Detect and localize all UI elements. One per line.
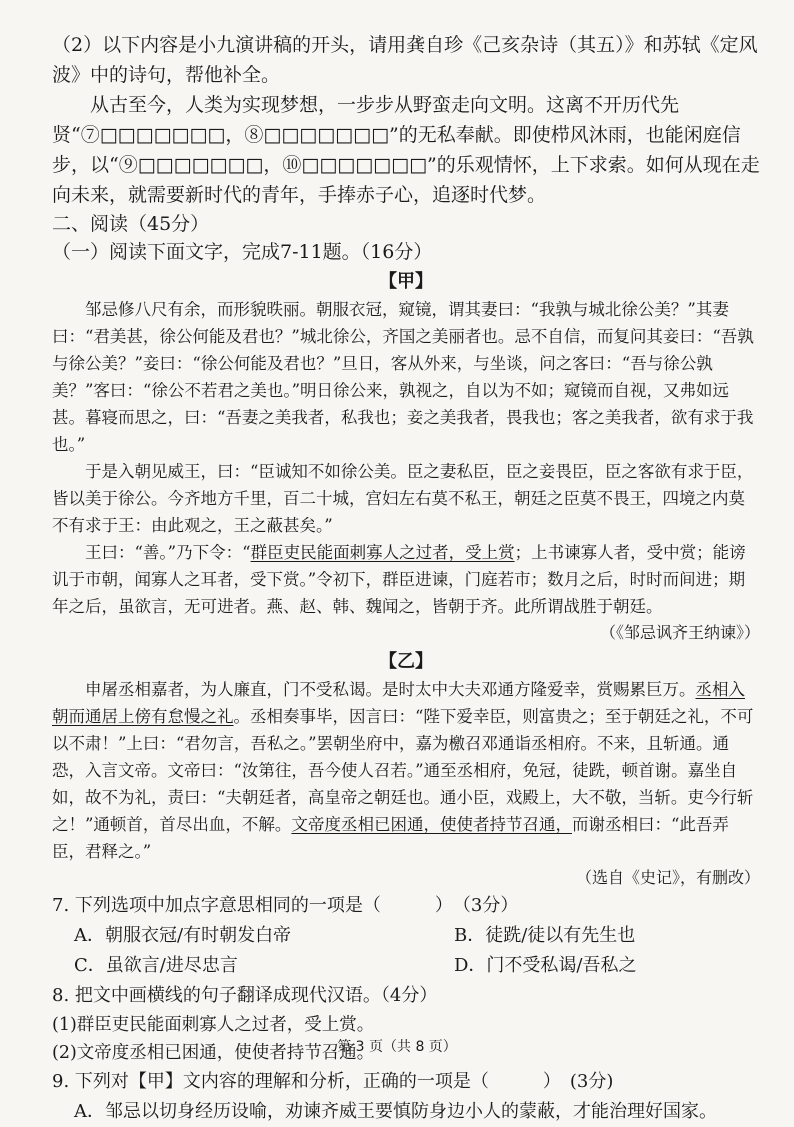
passage-jia-para3	[52, 539, 760, 620]
question-7-options-row2	[52, 951, 760, 981]
para3-text-a: 王曰：“善。”乃下令：“	[85, 543, 251, 562]
q7-option-d: D．门不受私谒/吾私之	[454, 955, 637, 976]
question-8-stem: 8. 把文中画横线的句子翻译成现代汉语。（4分）	[52, 985, 438, 1006]
section-heading: 二、阅读（45分）	[52, 213, 210, 235]
exam-page	[52, 30, 760, 1127]
question-9-stem: 9. 下列对【甲】文内容的理解和分析，正确的一项是（ ） (3分)	[52, 1071, 614, 1092]
q7-option-c: C．虽欲言/进尽忠言	[74, 955, 238, 976]
underlined-sentence-2: 文帝度丞相已困通，使使者持节召通，	[291, 815, 572, 834]
yi-text-b: 。丞相奏事毕，因言曰：“陛下爱幸臣，则富贵之；至于朝廷之礼，不可以不肃！”上曰：“君勿言，吾私之。”罢朝坐府中，嘉为檄召邓通诣丞相府。不来，且斩通。通恐，入言文帝。文帝曰：“汝第往，吾今使人召若。”通至丞相府，免冠，徒跣，顿首谢。嘉坐自如，故不为礼，责曰：“夫朝廷者，高皇帝之朝廷也。通小臣，戏殿上，大不敬，当斩。吏今行斩之！”通顿首，首尽出血，不解。	[52, 707, 754, 834]
yi-text-a: 申屠丞相嘉者，为人廉直，门不受私谒。是时太中大夫邓通方隆爱幸，赏赐累巨万。	[85, 680, 696, 699]
passage-jia-para2: 于是入朝见威王，曰：“臣诚知不如徐公美。臣之妻私臣，臣之妾畏臣，臣之客欲有求于臣，皆以美于徐公。今齐地方千里，百二十城，宫妇左右莫不私王，朝廷之臣莫不畏王，四境之内莫不有求于王：由此观之，王之蔽甚矣。”	[52, 462, 754, 535]
passage-yi-source: （选自《史记》，有删改）	[575, 868, 760, 887]
fill-in-instruction: （2）以下内容是小九演讲稿的开头，请用龚自珍《己亥杂诗（其五）》和苏轼《定风波》中的诗句，帮他补全。	[52, 34, 758, 86]
question-7-options-row1	[52, 921, 760, 951]
q9-option-a: A．邹忌以切身经历设喻，劝谏齐威王要慎防身边小人的蒙蔽，才能治理好国家。	[74, 1101, 717, 1122]
passage-jia-source: （《邹忌讽齐王纳谏》）	[599, 623, 760, 642]
yi-text-c: 而谢丞相曰：“此吾弄臣，君释之。”	[52, 815, 729, 861]
question-7-stem: 7. 下列选项中加点字意思相同的一项是（ ） （3分）	[52, 895, 519, 916]
q8-sentence-2: (2)文帝度丞相已困通，使使者持节召通。	[52, 1043, 375, 1063]
passage-yi-para	[52, 676, 760, 865]
page-number: 第 3 页（共 8 页）	[337, 1039, 457, 1055]
fill-in-passage: 从古至今，人类为实现梦想，一步步从野蛮走向文明。这离不开历代先贤“⑦□□□□□□□，⑧□□□□□□□”的无私奉献。即使栉风沐雨，也能闲庭信步，以“⑨□□□□□□□，⑩□□□□□□□”的乐观情怀，上下求索。如何从现在走向未来，就需要新时代的青年，手捧赤子心，追逐时代梦。	[52, 94, 760, 206]
passage-yi-title: 【乙】	[379, 651, 433, 672]
passage-jia-title: 【甲】	[379, 271, 433, 292]
subsection-heading: （一）阅读下面文字，完成7-11题。（16分）	[52, 241, 433, 263]
underlined-sentence-yi-1: 丞相入朝而通居上傍有怠慢之礼	[52, 680, 745, 726]
para3-text-b: ；上书谏寡人者，受中赏；能谤讥于市朝，闻寡人之耳者，受下赏。”令初下，群臣进谏，门庭若市；数月之后，时时而间进；期年之后，虽欲言，无可进者。燕、赵、韩、魏闻之，皆朝于齐。此所谓战胜于朝廷。	[52, 543, 746, 616]
q7-option-a: A．朝服衣冠/有时朝发白帝	[74, 925, 292, 946]
q7-option-b: B．徒跣/徒以有先生也	[454, 925, 636, 946]
q8-sentence-1: (1)群臣吏民能面刺寡人之过者，受上赏。	[52, 1015, 375, 1035]
underlined-sentence-1: 群臣吏民能面刺寡人之过者，受上赏	[250, 543, 515, 562]
passage-jia-para1: 邹忌修八尺有余，而形貌昳丽。朝服衣冠，窥镜，谓其妻曰：“我孰与城北徐公美？”其妻曰：“君美甚，徐公何能及君也？”城北徐公，齐国之美丽者也。忌不自信，而复问其妾曰：“吾孰与徐公美？”妾曰：“徐公何能及君也？”旦日，客从外来，与坐谈，问之客曰：“吾与徐公孰美？”客曰：“徐公不若君之美也。”明日徐公来，孰视之，自以为不如；窥镜而自视，又弗如远甚。暮寝而思之，曰：“吾妻之美我者，私我也；妾之美我者，畏我也；客之美我者，欲有求于我也。”	[52, 300, 754, 454]
